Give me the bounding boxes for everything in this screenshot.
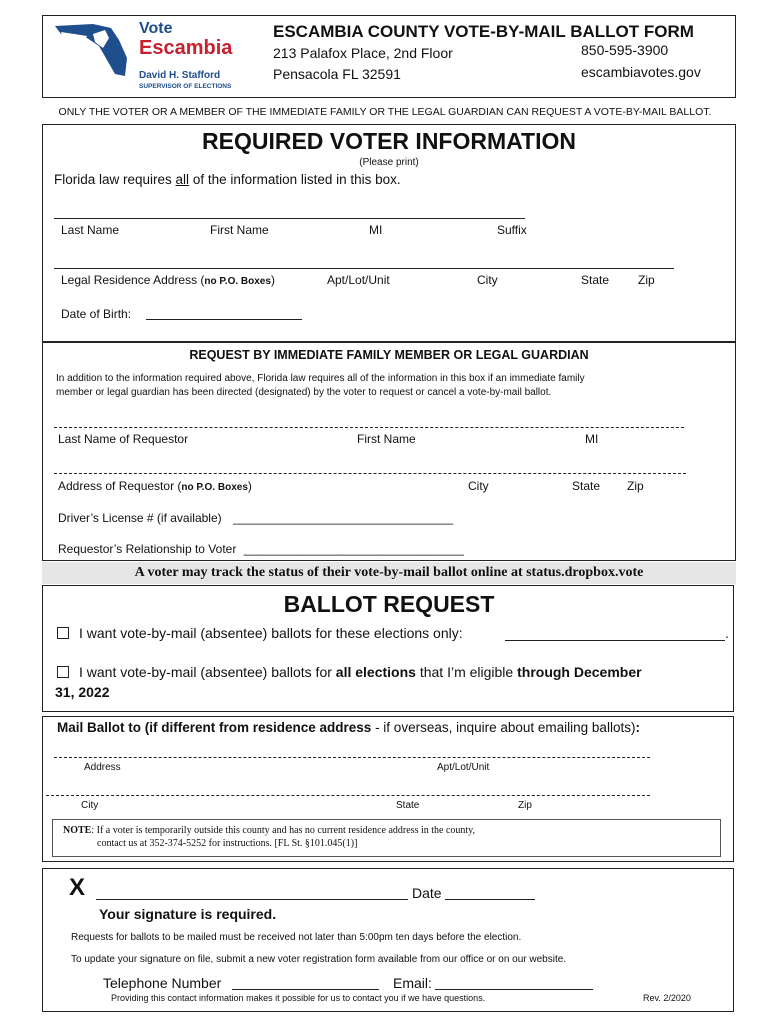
requestor-name-line[interactable] <box>54 427 684 428</box>
voter-info-heading: REQUIRED VOTER INFORMATION <box>202 128 576 154</box>
mail-ballot-heading <box>57 720 640 735</box>
telephone-line[interactable] <box>232 989 379 990</box>
label-requestor-zip: Zip <box>627 479 644 493</box>
option-these-elections[interactable] <box>57 625 463 641</box>
label-requestor-state: State <box>572 479 601 493</box>
label-zip: Zip <box>638 273 655 287</box>
label-date: Date <box>412 885 442 901</box>
label-telephone: Telephone Number <box>103 975 222 991</box>
overseas-note-line1 <box>63 825 475 836</box>
law-text-all: all <box>175 172 190 187</box>
label-email: Email: <box>393 975 432 991</box>
please-print: (Please print) <box>359 157 419 168</box>
label-last-name: Last Name <box>61 223 120 237</box>
mail-heading-bold: Mail Ballot to (if different from residence address <box>57 720 372 735</box>
note-label: NOTE <box>63 825 92 836</box>
label-requestor-address <box>58 479 252 493</box>
label-requestor-last: Last Name of Requestor <box>58 432 189 446</box>
residence-text: Legal Residence Address ( <box>61 273 205 287</box>
form-title: ESCAMBIA COUNTY VOTE-BY-MAIL BALLOT FORM <box>273 22 694 41</box>
label-state: State <box>581 273 610 287</box>
florida-map-icon <box>53 20 133 78</box>
contact-info-note: Providing this contact information makes it possible for us to contact you if we have questions. <box>111 993 486 1003</box>
requestor-address-line[interactable] <box>54 473 686 474</box>
label-requestor-first: First Name <box>357 432 416 446</box>
drivers-license-blank[interactable]: _________________________________ <box>232 511 454 525</box>
label-mi: MI <box>369 223 383 237</box>
logo <box>53 20 233 92</box>
label-apt: Apt/Lot/Unit <box>327 273 390 287</box>
label-dob: Date of Birth: <box>61 307 132 321</box>
family-desc-line2: member or legal guardian has been directed (designated) by the voter to request or cancel a vote-by-mail ballot. <box>56 387 552 398</box>
elections-only-line[interactable] <box>505 640 725 641</box>
requestor-address-text: Address of Requestor ( <box>58 479 182 493</box>
ballot-deadline: Requests for ballots to be mailed must be received not later than 5:00pm ten days before the election. <box>71 932 522 943</box>
voter-name-line[interactable] <box>54 218 525 219</box>
requestor-address-close: ) <box>247 479 252 493</box>
email-line[interactable] <box>435 989 593 990</box>
family-desc-line1: In addition to the information required above, Florida law requires all of the information in this box if an immediate family <box>56 373 585 384</box>
law-text-post: of the information listed in this box. <box>189 172 401 187</box>
voter-address-line[interactable] <box>54 268 674 269</box>
label-mail-address: Address <box>84 762 121 773</box>
logo-supervisor-title: SUPERVISOR OF ELECTIONS <box>139 83 232 90</box>
label-mail-apt: Apt/Lot/Unit <box>437 762 490 773</box>
label-requestor-city: City <box>468 479 489 493</box>
checkbox-all-elections[interactable] <box>57 666 69 678</box>
mail-city-line[interactable] <box>46 795 650 796</box>
signature-x-mark: X <box>69 874 86 901</box>
option2-date: 31, 2022 <box>55 684 110 700</box>
law-requirement <box>54 172 401 187</box>
label-mail-city: City <box>81 800 99 811</box>
option2-pre: I want vote-by-mail (absentee) ballots for <box>79 664 336 680</box>
mail-address-line[interactable] <box>54 757 650 758</box>
date-line[interactable] <box>445 899 535 900</box>
office-phone: 850-595-3900 <box>581 42 669 58</box>
signature-required: Your signature is required. <box>99 906 277 922</box>
relationship-blank[interactable]: _________________________________ <box>243 542 464 556</box>
family-heading: REQUEST BY IMMEDIATE FAMILY MEMBER OR LEGAL GUARDIAN <box>189 348 589 362</box>
option1-period: . <box>725 625 729 641</box>
label-relationship <box>58 542 464 556</box>
label-drivers-license <box>58 511 453 525</box>
label-suffix: Suffix <box>497 223 527 237</box>
option2-bold-through: through December <box>517 664 642 680</box>
law-text-pre: Florida law requires <box>54 172 176 187</box>
label-city: City <box>477 273 498 287</box>
logo-vote: Vote <box>139 20 173 37</box>
overseas-note-line2: contact us at 352-374-5252 for instructions. [FL St. §101.045(1)] <box>97 838 358 849</box>
signature-update-info: To update your signature on file, submit a new voter registration form available from our office or on our website. <box>71 954 567 965</box>
requestor-no-po: no P.O. Boxes <box>181 482 248 493</box>
option1-text: I want vote-by-mail (absentee) ballots for these elections only: <box>79 625 463 641</box>
residence-no-po: no P.O. Boxes <box>204 276 271 287</box>
mail-heading-colon: : <box>635 720 640 735</box>
checkbox-these-elections[interactable] <box>57 627 69 639</box>
note-text1: : If a voter is temporarily outside this county and has no current residence address in the county, <box>91 825 476 836</box>
drivers-license-text: Driver’s License # (if available) <box>58 511 222 525</box>
residence-close: ) <box>270 273 275 287</box>
ballot-request-heading: BALLOT REQUEST <box>283 591 495 617</box>
office-address-line1: 213 Palafox Place, 2nd Floor <box>273 45 453 61</box>
option2-bold-all: all elections <box>335 664 416 680</box>
relationship-text: Requestor’s Relationship to Voter <box>58 542 237 556</box>
option-all-elections[interactable] <box>57 664 642 680</box>
track-status-banner: A voter may track the status of their vote-by-mail ballot online at status.dropbox.vote <box>42 562 736 584</box>
logo-county: Escambia <box>139 37 233 59</box>
label-residence-address <box>61 273 275 287</box>
request-notice: ONLY THE VOTER OR A MEMBER OF THE IMMEDIATE FAMILY OR THE LEGAL GUARDIAN CAN REQUEST A VOTE-BY-MAIL BALLOT. <box>58 106 712 118</box>
logo-supervisor-name: David H. Stafford <box>139 70 221 81</box>
label-mail-state: State <box>396 800 420 811</box>
office-address-line2: Pensacola FL 32591 <box>273 66 401 82</box>
office-website: escambiavotes.gov <box>581 64 701 80</box>
signature-line[interactable] <box>96 899 408 900</box>
label-mail-zip: Zip <box>518 800 532 811</box>
label-requestor-mi: MI <box>585 432 599 446</box>
label-first-name: First Name <box>210 223 269 237</box>
revision-date: Rev. 2/2020 <box>643 993 691 1003</box>
option2-mid: that I’m eligible <box>415 664 518 680</box>
mail-heading-rest: - if overseas, inquire about emailing ballots) <box>371 720 636 735</box>
dob-line[interactable] <box>146 319 302 320</box>
